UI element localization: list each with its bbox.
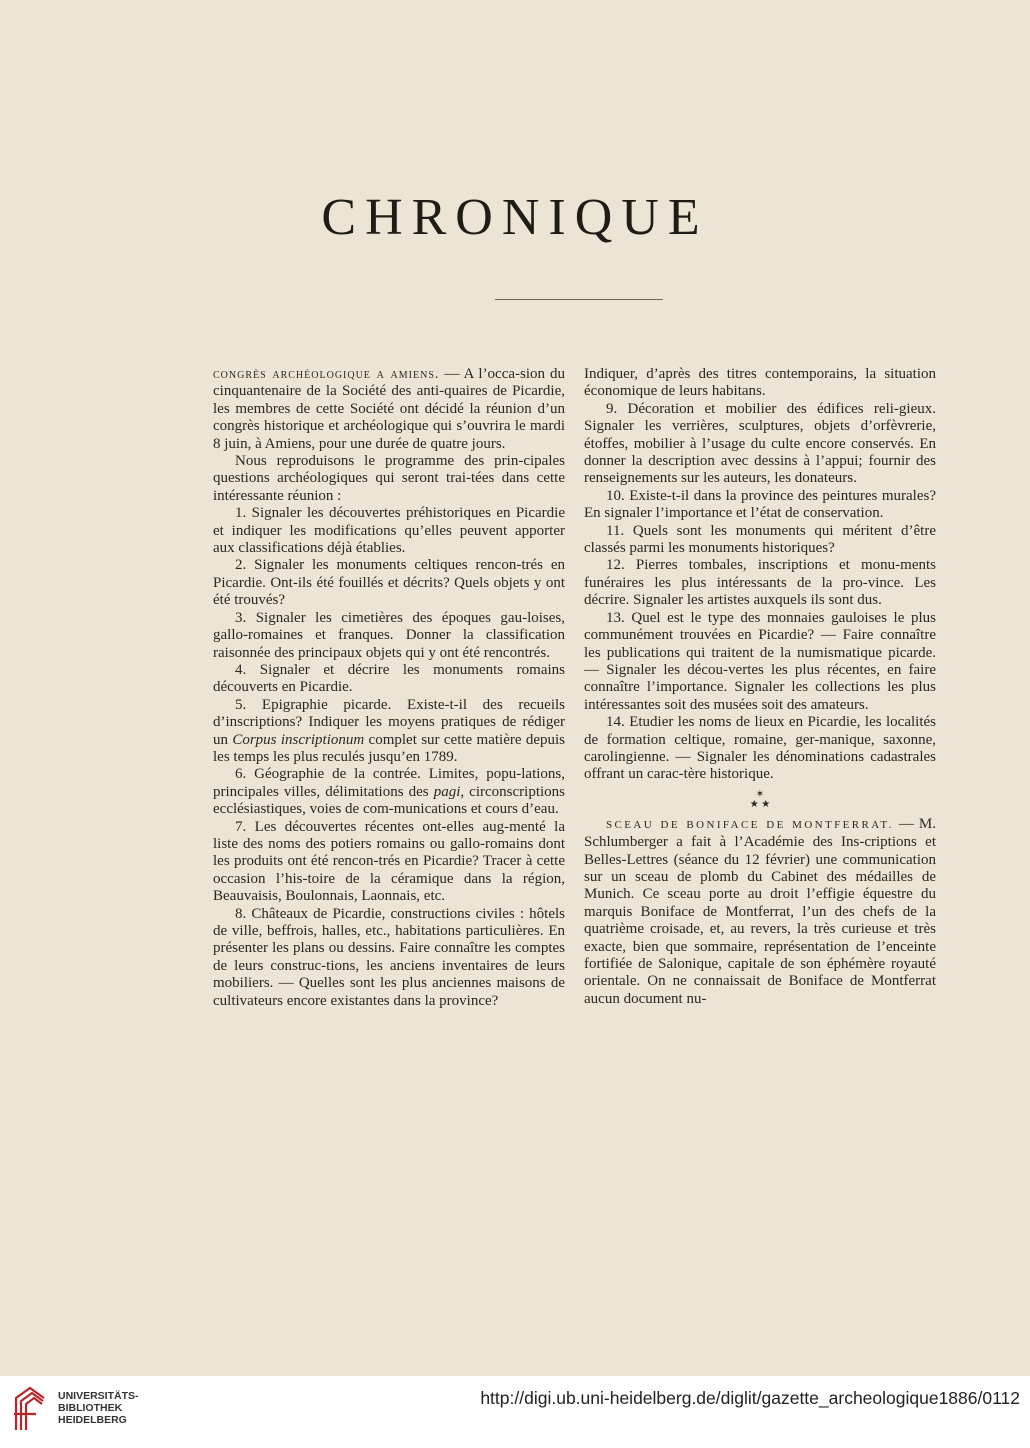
library-footer — [0, 1376, 1030, 1448]
paragraph-continued: Indiquer, d’après des titres contemporains, la situation économique de leurs habitans. — [584, 366, 936, 400]
university-library-logo-icon — [10, 1384, 50, 1434]
question-7: 7. Les découvertes récentes ont-elles aug-menté la liste des noms des potiers romains ou gallo-romains dont les produits ont été rencon-trés en Picardie? Tracer à cette occasion l’his-toire de la céramique dans la région, Beauvaisis, Boulonnais, Laonnais, etc. — [213, 818, 565, 905]
pagi-term: pagi, — [433, 783, 465, 800]
question-4: 4. Signaler et décrire les monuments romains découverts en Picardie. — [213, 661, 565, 696]
right-column — [584, 366, 936, 1008]
question-3: 3. Signaler les cimetières des époques gau-loises, gallo-romaines et franques. Donner la classification raisonnée des principaux objets qui y ont été rencontrés. — [213, 609, 565, 661]
corpus-title: Corpus inscriptionum — [232, 731, 365, 748]
library-name-line: BIBLIOTHEK — [58, 1402, 123, 1414]
paragraph-congres — [213, 366, 565, 453]
asterism-top: ✶ — [755, 788, 765, 800]
library-name-line: UNIVERSITÄTS- — [58, 1390, 139, 1402]
section-heading-sceau: SCEAU DE BONIFACE DE MONTFERRAT. — [606, 818, 894, 831]
question-13: 13. Quel est le type des monnaies gauloises le plus communément trouvées en Picardie? — Faire connaître les publications qui traitent de la numismatique picarde. — Signaler les décou-vertes les plus récentes, en faire connaître l’importance. Signaler les collections les plus intéressantes soit des musées soit des amateurs. — [584, 609, 936, 713]
question-10: 10. Existe-t-il dans la province des peintures murales? En signaler l’importance et l’état de conservation. — [584, 487, 936, 522]
paragraph-text: — A l’occa-sion du cinquantenaire de la Société des anti-quaires de Picardie, les membres de cette Société ont décidé la réunion d’un congrès historique et archéologique qui s’ouvrira le mardi 8 juin, à Amiens, pour une durée de quatre jours. — [213, 366, 565, 452]
page-title: CHRONIQUE — [321, 189, 709, 246]
library-name — [58, 1390, 139, 1426]
question-6-text-end: circonscriptions ecclésiastiques, voies de com-munications et cours d’eau. — [213, 783, 565, 818]
question-9: 9. Décoration et mobilier des édifices reli-gieux. Signaler les verrières, sculptures, objets d’orfèvrerie, étoffes, mobilier à l’usage du culte encore conservés. En donner la description avec dessins à l’appui; fournir des renseignements sur les auteurs, les donateurs. — [584, 400, 936, 487]
library-name-line: HEIDELBERG — [58, 1414, 127, 1426]
asterism — [584, 790, 936, 810]
question-5-text-end: complet sur cette matière depuis les temps les plus reculés jusqu’en 1789. — [213, 731, 566, 765]
question-5-text: 5. Epigraphie picarde. Existe-t-il des recueils d’inscriptions? Indiquer les moyens pratiques de rédiger un — [213, 696, 565, 748]
title-divider — [495, 299, 663, 300]
question-2: 2. Signaler les monuments celtiques rencon-trés en Picardie. Ont-ils été fouillés et décrits? Quels objets y ont été trouvés? — [213, 557, 565, 609]
section-heading-congres: congrès archéologique a amiens. — [213, 367, 440, 382]
paragraph-sceau — [584, 816, 936, 1008]
question-11: 11. Quels sont les monuments qui méritent d’être classés parmi les monuments historiques? — [584, 522, 936, 557]
paragraph: Nous reproduisons le programme des prin-cipales questions archéologiques qui seront trai-tées dans cette intéressante réunion : — [213, 453, 565, 504]
question-6 — [213, 766, 565, 818]
source-url-link[interactable]: http://digi.ub.uni-heidelberg.de/diglit/gazette_archeologique1886/0112 — [480, 1388, 1020, 1408]
asterism-bottom: ★ ★ — [749, 798, 771, 810]
left-column — [213, 366, 565, 1010]
question-1: 1. Signaler les découvertes préhistoriques en Picardie et indiquer les modifications qu’elles peuvent apporter aux classifications déjà établies. — [213, 505, 565, 557]
question-8: 8. Châteaux de Picardie, constructions civiles : hôtels de ville, beffrois, halles, etc., habitations particulières. En présenter les plans ou dessins. Faire connaître les comptes de leurs construc-tions, les anciens inventaires de leurs mobiliers. — Quelles sont les plus anciennes maisons de cultivateurs encore existantes dans la province? — [213, 905, 565, 1009]
question-5 — [213, 697, 565, 767]
question-6-text: 6. Géographie de la contrée. Limites, popu-lations, principales villes, délimitations des — [213, 766, 565, 800]
question-14: 14. Etudier les noms de lieux en Picardie, les localités de formation celtique, romaine, ger-manique, saxonne, carolingienne. — Signaler les dénominations cadastrales offrant un carac-tère historique. — [584, 714, 936, 783]
question-12: 12. Pierres tombales, inscriptions et monu-ments funéraires les plus intéressants de la pro-vince. Les décrire. Signaler les artistes auxquels ils sont dus. — [584, 557, 936, 609]
paragraph-text: — M. Schlumberger a fait à l’Académie des Ins-criptions et Belles-Lettres (séance du 12 février) une communication sur un sceau de plomb du Cabinet des médailles de Munich. Ce sceau porte au droit l’effigie équestre du marquis Boniface de Montferrat, l’un des chefs de la quatrième croisade, et, au revers, la très curieuse et très exacte, bien que sommaire, représentation de l’enceinte fortifiée de Salonique, capitale de son éphémère royauté orientale. On ne connaissait de Boniface de Montferrat aucun document nu- — [584, 815, 936, 1007]
